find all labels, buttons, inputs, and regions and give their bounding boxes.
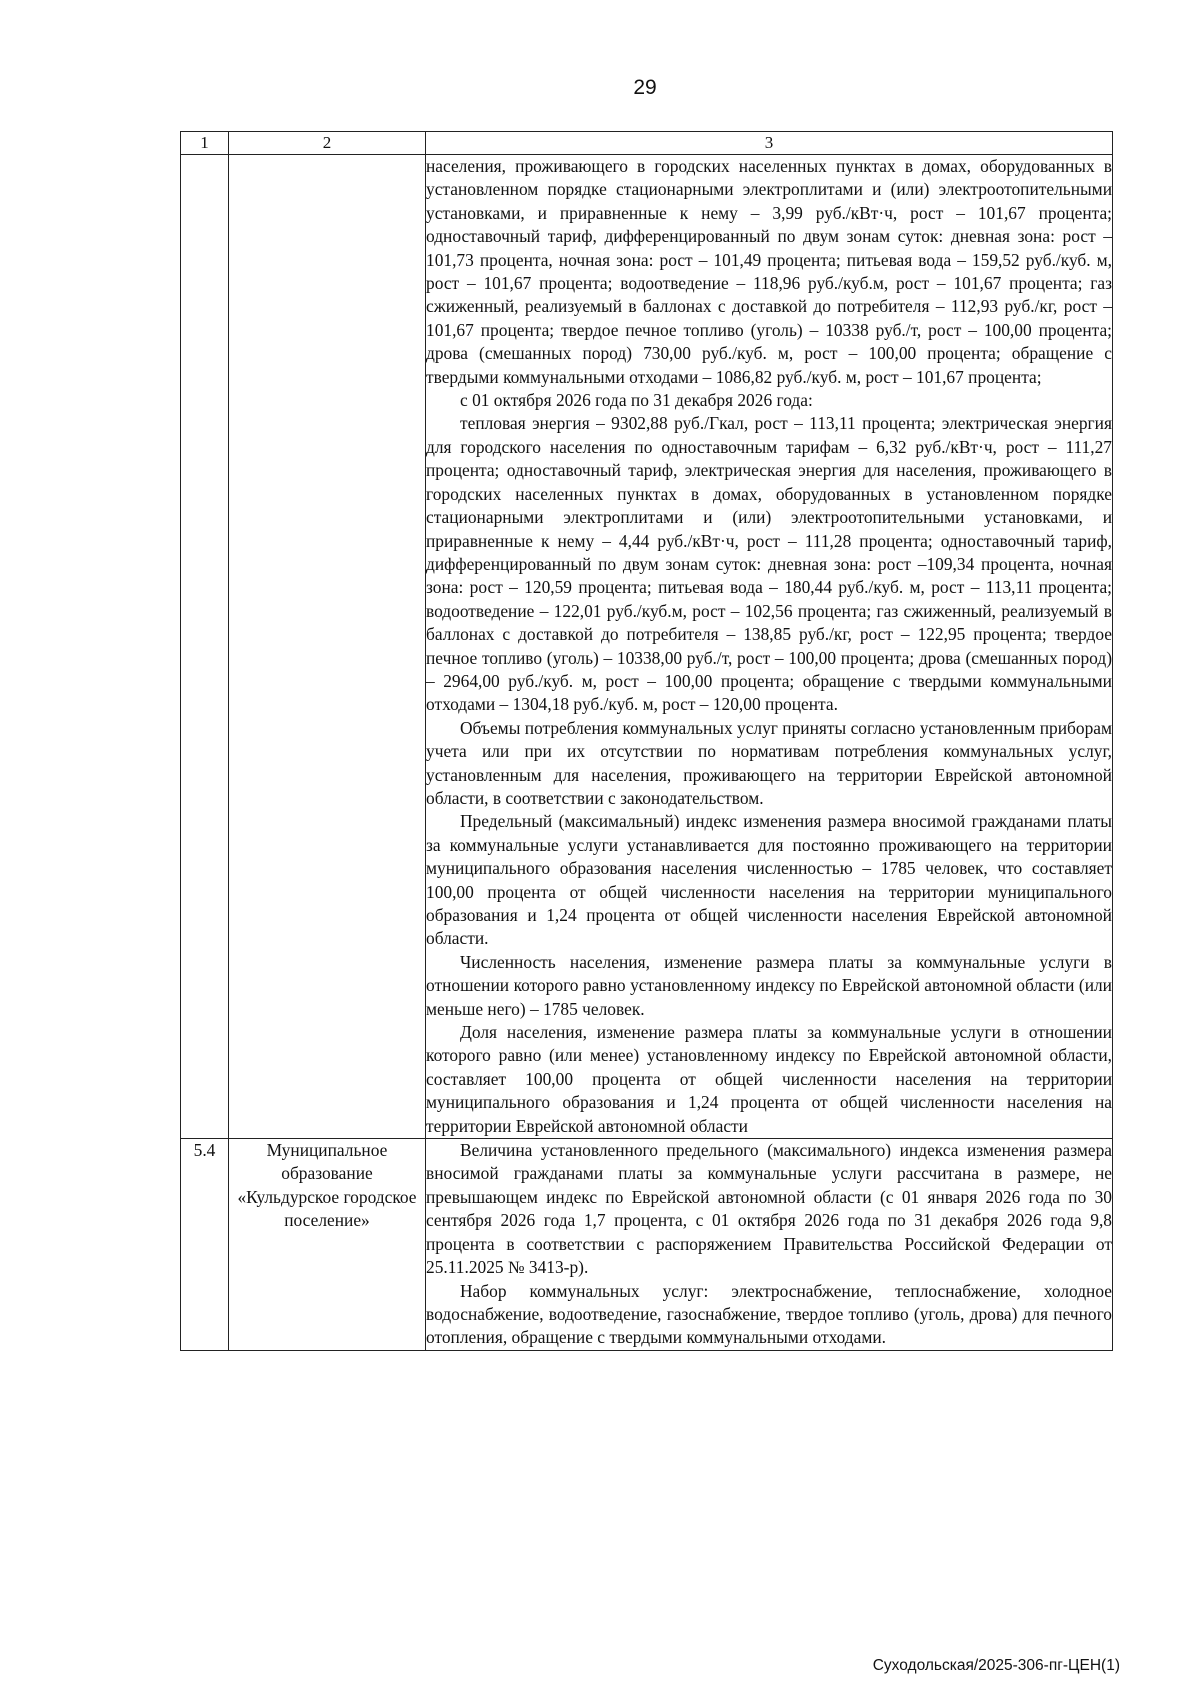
paragraph: населения, проживающего в городских населенных пунктах в домах, оборудованных в установленном порядке стационарными электроплитами и (или) электроотопительными установками, и приравненные к нему – 3,99 руб./кВт·ч, рост – 101,67 процента; одноставочный тариф, дифференцированный по двум зонам суток: дневная зона: рост – 101,73 процента, ночная зона: рост – 101,49 процента; питьевая вода – 159,52 руб./куб. м, рост – 101,67 процента; водоотведение – 118,96 руб./куб.м, рост – 101,67 процента; газ сжиженный, реализуемый в баллонах с доставкой до потребителя – 112,93 руб./кг, рост – 101,67 процента; твердое печное топливо (уголь) – 10338 руб./т, рост – 100,00 процента; дрова (смешанных пород) 730,00 руб./куб. м, рост – 100,00 процента; обращение с твердыми коммунальными отходами – 1086,82 руб./куб. м, рост – 101,67 процента; [426, 156, 1112, 387]
paragraph: тепловая энергия – 9302,88 руб./Гкал, рост – 113,11 процента; электрическая энергия для городского населения по одноставочным тарифам – 6,32 руб./кВт·ч, рост – 111,27 процента; одноставочный тариф, электрическая энергия для населения, проживающего в городских населенных пунктах в домах, оборудованных в установленном порядке стационарными электроплитами и (или) электроотопительными установками, и приравненные к нему – 4,44 руб./кВт·ч, рост – 111,28 процента; одноставочный тариф, дифференцированный по двум зонам суток: дневная зона: рост –109,34 процента, ночная зона: рост – 120,59 процента; питьевая вода – 180,44 руб./куб. м, рост – 113,11 процента; водоотведение – 122,01 руб./куб.м, рост – 102,56 процента; газ сжиженный, реализуемый в баллонах с доставкой до потребителя – 138,85 руб./кг, рост – 122,95 процента; твердое печное топливо (уголь) – 10338,00 руб./т, рост – 100,00 процента; дрова (смешанных пород) – 2964,00 руб./куб. м, рост – 100,00 процента; обращение с твердыми коммунальными отходами – 1304,18 руб./куб. м, рост – 120,00 процента. [426, 413, 1112, 715]
paragraph: Численность населения, изменение размера платы за коммунальные услуги в отношении которого равно установленному индексу по Еврейской автономной области (или меньше него) – 1785 человек. [426, 951, 1112, 1019]
paragraph: Величина установленного предельного (максимального) индекса изменения размера вносимой гражданами платы за коммунальные услуги рассчитана в размере, не превышающем индекс по Еврейской автономной области (с 01 января 2026 года по 30 сентября 2026 года 1,7 процента, с 01 октября 2026 года по 31 декабря 2026 года 9,8 процента в соответствии с распоряжением Правительства Российской Федерации от 25.11.2025 № 3413-р). [426, 1140, 1112, 1278]
column-header-1: 1 [181, 132, 229, 155]
row-description [426, 155, 1113, 1139]
paragraph: Объемы потребления коммунальных услуг приняты согласно установленным приборам учета или при их отсутствии по нормативам потребления коммунальных услуг, установленным для населения, проживающего на территории Еврейской автономной области, в соответствии с законодательством. [426, 717, 1112, 808]
row-description [426, 1139, 1113, 1351]
table-row [181, 1139, 1113, 1351]
table-header-row [181, 132, 1113, 155]
paragraph: Предельный (максимальный) индекс изменения размера вносимой гражданами платы за коммунальные услуги устанавливается для постоянно проживающего на территории муниципального образования населения численностью – 1785 человек, что составляет 100,00 процента от общей численности населения на территории муниципального образования и 1,24 процента от общей численности населения Еврейской автономной области. [426, 811, 1112, 949]
row-number: 5.4 [181, 1139, 229, 1351]
column-header-2: 2 [229, 132, 426, 155]
row-number [181, 155, 229, 1139]
document-code: Суходольская/2025-306-пг-ЦЕН(1) [872, 1657, 1120, 1674]
row-municipality [229, 155, 426, 1139]
paragraph: Доля населения, изменение размера платы за коммунальные услуги в отношении которого равно (или менее) установленному индексу по Еврейской автономной области, составляет 100,00 процента от общей численности населения на территории муниципального образования и 1,24 процента от общей численности населения на территории Еврейской автономной области [426, 1022, 1112, 1136]
table-row [181, 155, 1113, 1139]
paragraph: Набор коммунальных услуг: электроснабжение, теплоснабжение, холодное водоснабжение, водоотведение, газоснабжение, твердое топливо (уголь, дрова) для печного отопления, обращение с твердыми коммунальными отходами. [426, 1280, 1112, 1348]
page-number: 29 [633, 76, 657, 99]
tariff-table [180, 131, 1113, 1351]
row-municipality: Муниципальное образование «Кульдурское городское поселение» [229, 1139, 426, 1351]
paragraph: с 01 октября 2026 года по 31 декабря 2026 года: [460, 390, 813, 411]
column-header-3: 3 [426, 132, 1113, 155]
